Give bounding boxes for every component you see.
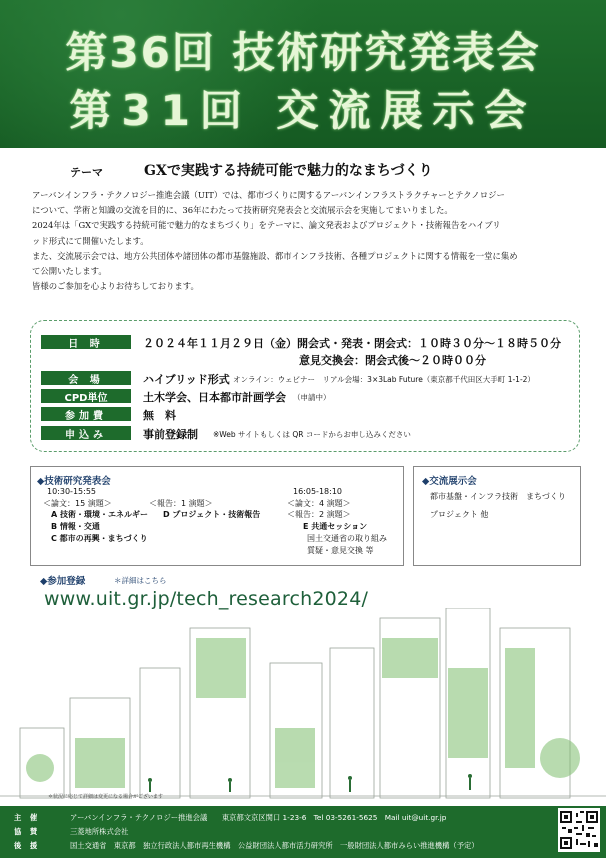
support-label: 後 援 <box>14 841 41 850</box>
cpd-note: （申請中） <box>293 393 331 402</box>
cpd-value: 土木学会、日本都市計画学会 <box>143 391 286 404</box>
footer-coop <box>14 827 128 837</box>
coop-text: 三菱地所株式会社 <box>70 827 129 836</box>
topic-e-1: 国土交通省の取り組み <box>307 534 387 543</box>
disclaimer: ＊状況に応じて詳細は変更になる場合がございます <box>48 794 164 800</box>
research-title: ◆技術研究発表会 <box>37 476 111 487</box>
apply-label: 申込み <box>41 426 131 440</box>
intro-line: 皆様のご参加を心よりお待ちしております。 <box>32 281 199 292</box>
research-time-1: 10:30-15:55 <box>47 487 96 496</box>
topic-c: C 都市の再興・まちづくり <box>51 534 148 543</box>
fee-label: 参加費 <box>41 407 131 421</box>
cpd-label: CPD単位 <box>41 389 131 403</box>
host-text: アーバンインフラ・テクノロジー推進会議 東京都文京区関口 1-23-6 Tel 03-5261-5625 Mail uit@uit.gr.jp <box>70 813 447 822</box>
coop-label: 協 賛 <box>14 827 41 836</box>
footer-host <box>14 813 446 823</box>
intro-line: また、交流展示会では、地方公共団体や諸団体の都市基盤施設、都市インフラ技術、各種プロジェクトに関する情報を一堂に集め <box>32 250 518 261</box>
fee-value: 無 料 <box>143 409 176 422</box>
date-label: 日 時 <box>41 335 131 349</box>
theme-label: テーマ <box>70 166 103 179</box>
registration-url[interactable]: www.uit.gr.jp/tech_research2024/ <box>44 588 369 610</box>
intro-text <box>32 188 582 294</box>
intro-line: アーバンインフラ・テクノロジー推進会議（UIT）では、都市づくりに関するアーバンインフラストラクチャーとテクノロジー <box>32 190 505 200</box>
topic-e-2: 質疑・意見交換 等 <box>307 546 374 555</box>
footer-support <box>14 841 479 851</box>
research-papers-1: ＜論文：15 演題＞ <box>43 499 112 508</box>
intro-line: ッド形式にて開催いたします。 <box>32 235 149 246</box>
intro-line: て公開いたします。 <box>32 266 107 277</box>
event-info-box <box>30 320 580 452</box>
exhibition-line-2: プロジェクト 他 <box>430 510 489 519</box>
date-value-2: 意見交換会：閉会式後～２０時００分 <box>299 354 486 367</box>
intro-line: について、学術と知識の交流を目的に、36年にわたって技術研究発表会と交流展示会を実施してまいりました。 <box>32 205 453 216</box>
apply-note: ※Web サイトもしくは QR コードからお申し込みください <box>213 430 411 439</box>
topic-d: D プロジェクト・技術報告 <box>163 510 261 519</box>
registration-title: ◆参加登録 <box>40 576 86 587</box>
apply-value: 事前登録制 <box>143 428 198 441</box>
research-panel <box>30 466 404 566</box>
support-text: 国土交通省 東京都 独立行政法人都市再生機構 公益財団法人都市活力研究所 一般財団法人都市みらい推進機構（予定） <box>70 841 479 850</box>
footer-bar <box>0 806 606 858</box>
research-papers-2: ＜論文：4 演題＞ <box>287 499 351 508</box>
intro-line: 2024年は「GXで実践する持続可能で魅力的なまちづくり」をテーマに、論文発表およびプロジェクト・技術報告をハイブリ <box>32 220 501 231</box>
header-banner <box>0 0 606 148</box>
theme-text: GXで実践する持続可能で魅力的なまちづくり <box>144 163 433 179</box>
registration-note: ＊詳細はこちら <box>114 576 167 585</box>
research-reports-1: ＜報告：1 演題＞ <box>149 499 213 508</box>
venue-value: ハイブリッド形式 <box>143 373 230 386</box>
qr-code-icon[interactable] <box>558 808 600 852</box>
topic-b: B 情報・交通 <box>51 522 100 531</box>
exhibition-title: ◆交流展示会 <box>422 476 477 487</box>
topic-e: E 共通セッション <box>303 522 368 531</box>
exhibition-line-1: 都市基盤・インフラ技術 まちづくり <box>430 492 566 501</box>
date-value: ２０２４年１１月２９日（金）開会式・発表・閉会式：１０時３０分～１８時５０分 <box>143 337 561 350</box>
exhibition-panel <box>413 466 581 566</box>
title-tech-research: 第36回 技術研究発表会 <box>65 28 541 77</box>
venue-label: 会 場 <box>41 371 131 385</box>
research-reports-2: ＜報告：2 演題＞ <box>287 510 351 519</box>
title-exhibition: 第31回 交流展示会 <box>69 86 537 135</box>
host-label: 主 催 <box>14 813 41 822</box>
venue-detail: オンライン：ウェビナー リアル会場：3×3Lab Future（東京都千代田区大手町 1-1-2） <box>233 375 535 384</box>
topic-a: A 技術・環境・エネルギー <box>51 510 148 519</box>
city-skyline-illustration <box>0 608 606 806</box>
research-time-2: 16:05-18:10 <box>293 487 342 496</box>
